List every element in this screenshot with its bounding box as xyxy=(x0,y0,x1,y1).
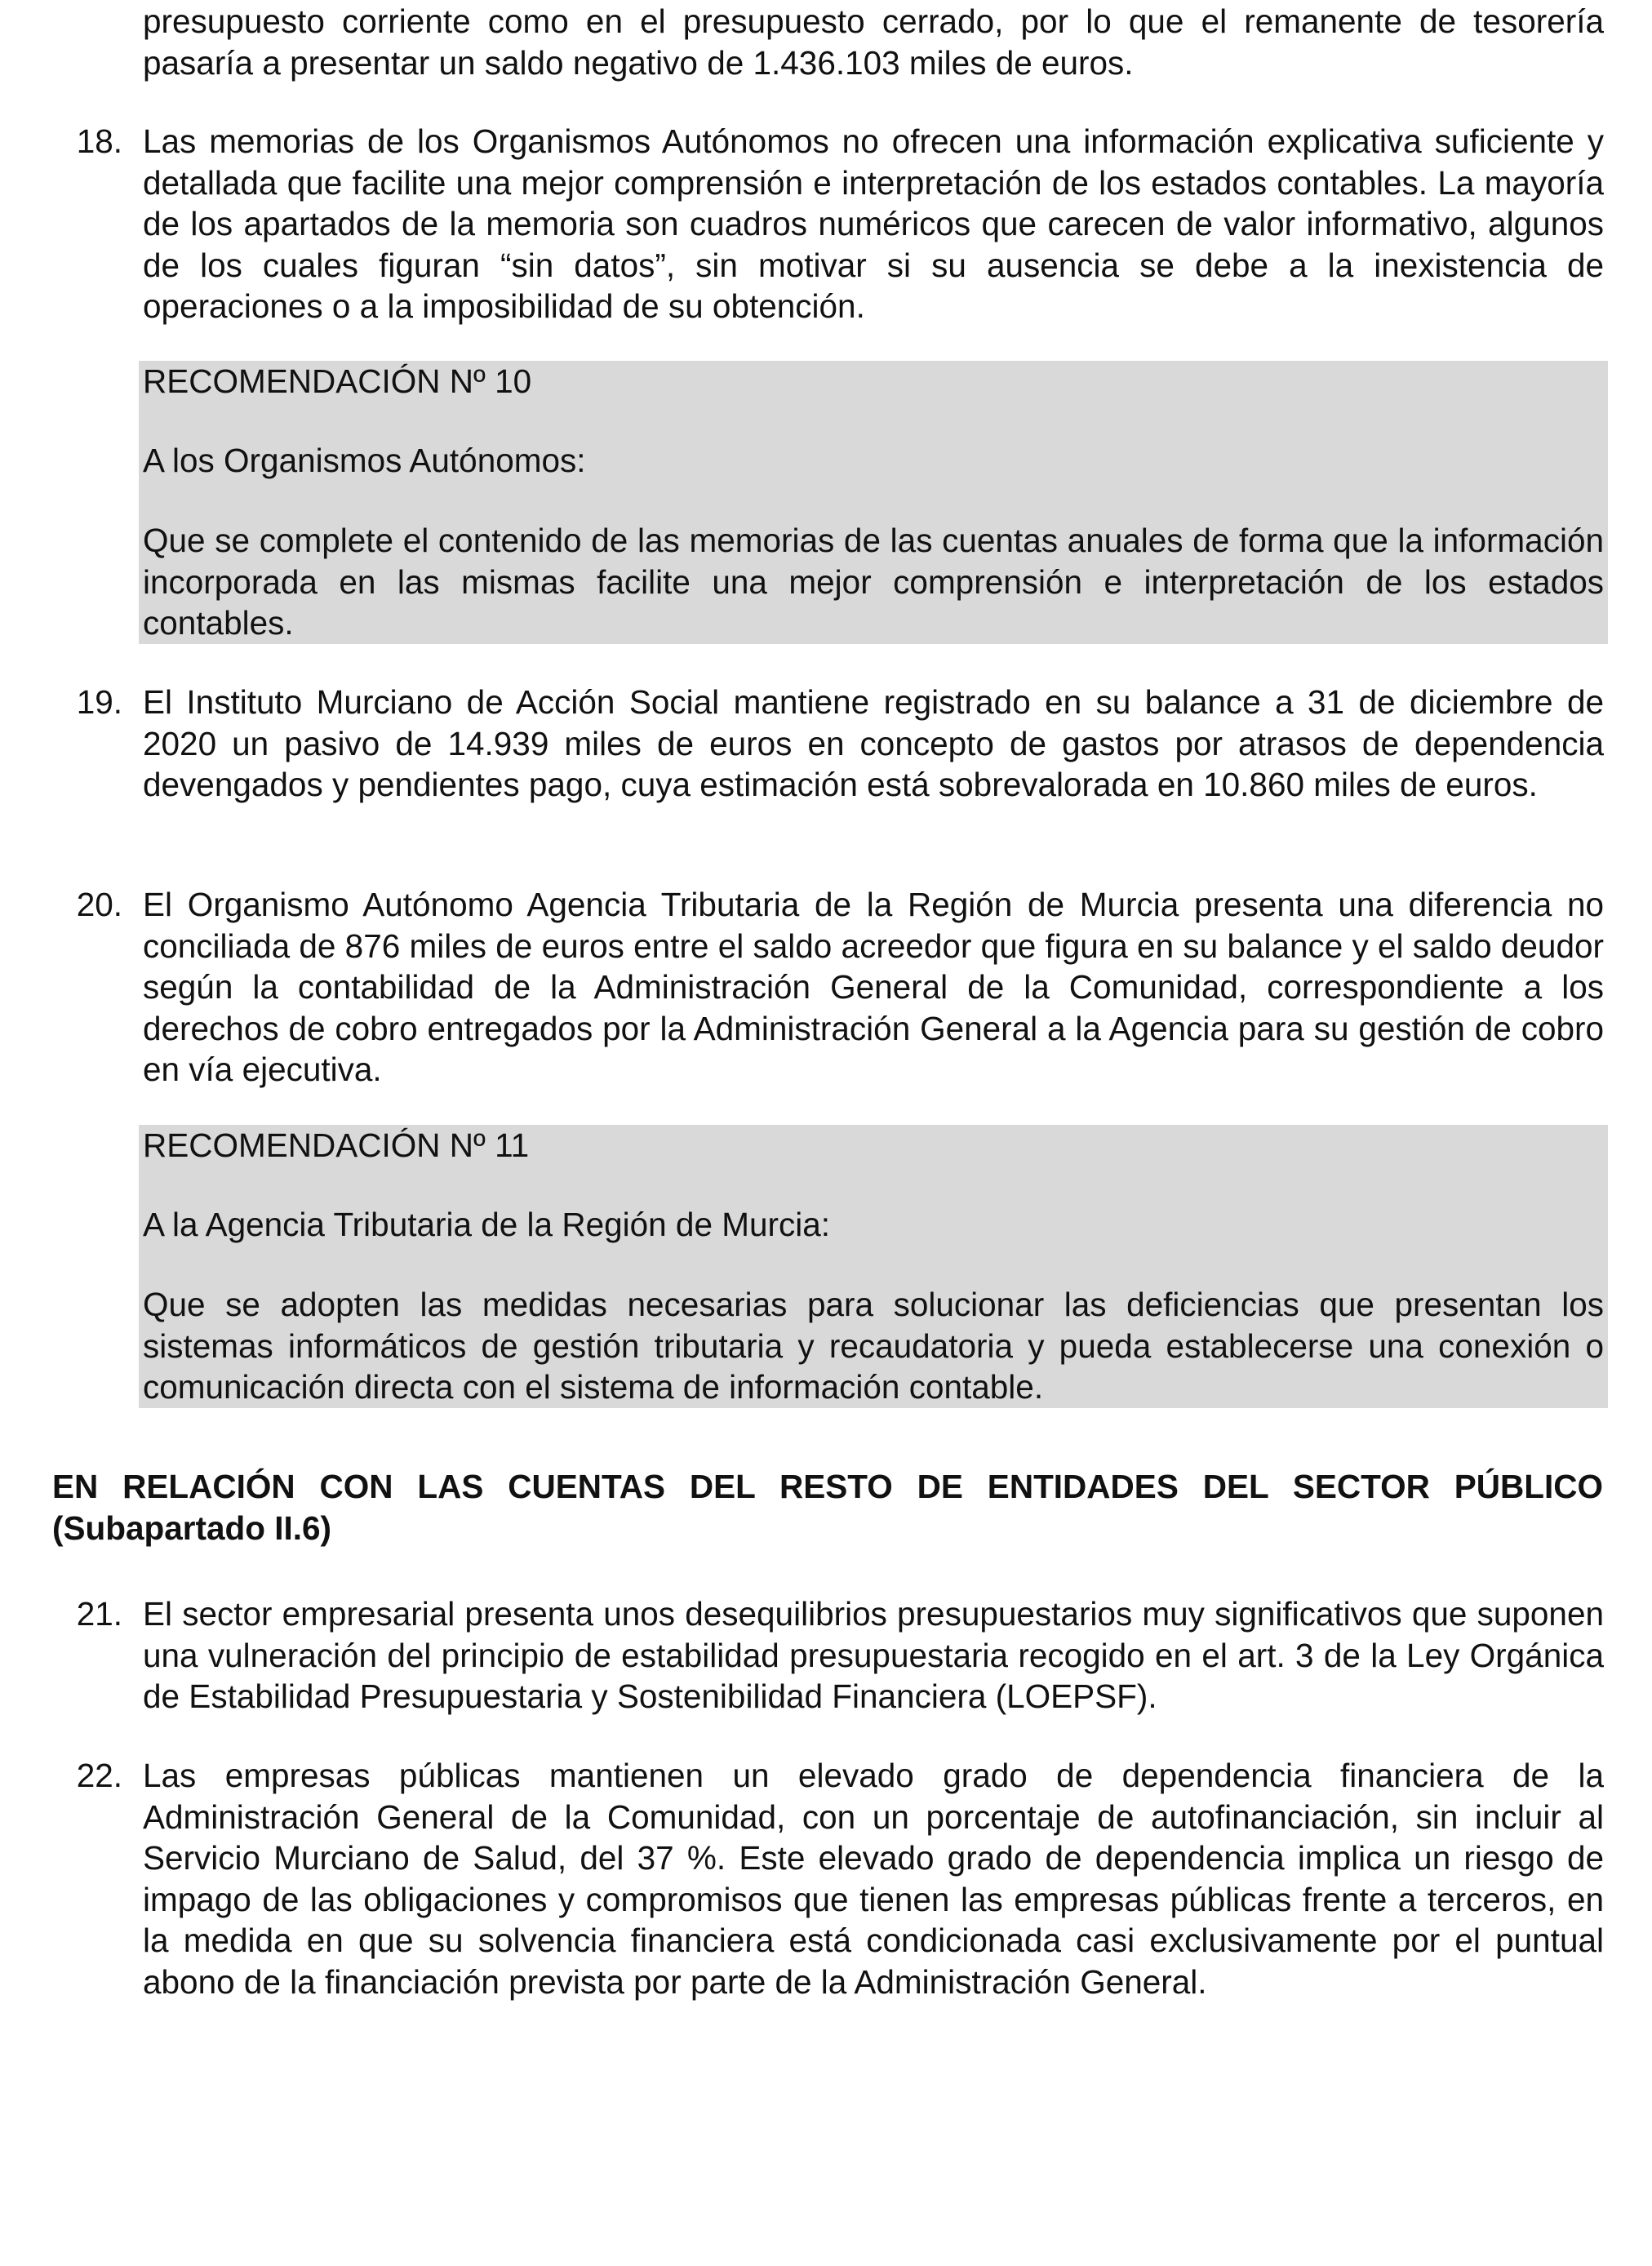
recommendation-addressee: A los Organismos Autónomos: xyxy=(143,442,586,479)
item-paragraph: El Instituto Murciano de Acción Social mantiene registrado en su balance a 31 de diciembre de 2020 un pasivo de 14.939 miles de euros en concepto de gastos por atrasos de dependencia devengados y pendientes pago, cuya estimación está sobrevalorada en 10.860 miles de euros. xyxy=(143,683,1604,803)
recommendation-text: Que se adopten las medidas necesarias para solucionar las deficiencias que presentan los sistemas informáticos de gestión tributaria y recaudatoria y pueda establecerse una conexión o comunicación directa con el sistema de información contable. xyxy=(143,1286,1604,1406)
item-paragraph: Las empresas públicas mantienen un elevado grado de dependencia financiera de la Administración General de la Comunidad, con un porcentaje de autofinanciación, sin incluir al Servicio Murciano de Salud, del 37 %. Este elevado grado de dependencia implica un riesgo de impago de las obligaciones y compromisos que tienen las empresas públicas frente a terceros, en la medida en que su solvencia financiera está condicionada casi exclusivamente por el puntual abono de la financiación prevista por parte de la Administración General. xyxy=(143,1757,1604,2001)
item-paragraph: El sector empresarial presenta unos desequilibrios presupuestarios muy significativos que suponen una vulneración del principio de estabilidad presupuestaria recogido en el art. 3 de la Ley Orgánica de Estabilidad Presupuestaria y Sostenibilidad Financiera (LOEPSF). xyxy=(143,1595,1604,1715)
recommendation-addressee: A la Agencia Tributaria de la Región de Murcia: xyxy=(143,1206,830,1243)
item-number: 19. xyxy=(76,683,122,721)
recommendation-title: RECOMENDACIÓN Nº 10 xyxy=(143,362,532,400)
recommendation-title: RECOMENDACIÓN Nº 11 xyxy=(143,1126,530,1164)
recommendation-text: Que se complete el contenido de las memorias de las cuentas anuales de forma que la información incorporada en las mismas facilite una mejor comprensión e interpretación de los estados contables. xyxy=(143,522,1604,642)
intro-paragraph: presupuesto corriente como en el presupuesto cerrado, por lo que el remanente de tesorería pasaría a presentar un saldo negativo de 1.436.103 miles de euros. xyxy=(143,2,1604,82)
section-heading: EN RELACIÓN CON LAS CUENTAS DEL RESTO DE ENTIDADES DEL SECTOR PÚBLICO (Subapartado II.6) xyxy=(52,1468,1603,1547)
recommendation-box xyxy=(139,361,1608,644)
item-paragraph: El Organismo Autónomo Agencia Tributaria de la Región de Murcia presenta una diferencia no conciliada de 876 miles de euros entre el saldo acreedor que figura en su balance y el saldo deudor según la contabilidad de la Administración General de la Comunidad, correspondiente a los derechos de cobro entregados por la Administración General a la Agencia para su gestión de cobro en vía ejecutiva. xyxy=(143,886,1604,1088)
item-paragraph: Las memorias de los Organismos Autónomos no ofrecen una información explicativa suficiente y detallada que facilite una mejor comprensión e interpretación de los estados contables. La mayoría de los apartados de la memoria son cuadros numéricos que carecen de valor informativo, algunos de los cuales figuran “sin datos”, sin motivar si su ausencia se debe a la inexistencia de operaciones o a la imposibilidad de su obtención. xyxy=(143,122,1604,325)
item-number: 18. xyxy=(76,122,122,160)
item-number: 22. xyxy=(76,1757,122,1794)
item-number: 20. xyxy=(76,886,122,923)
recommendation-box xyxy=(139,1125,1608,1408)
item-number: 21. xyxy=(76,1595,122,1633)
